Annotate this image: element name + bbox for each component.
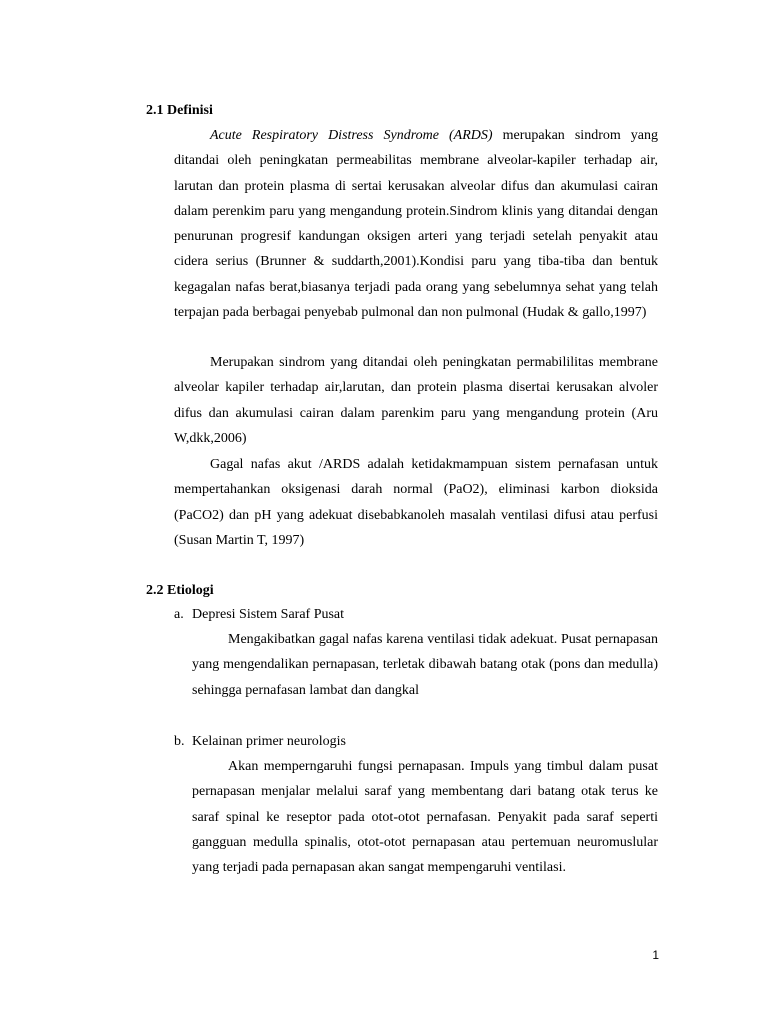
definition-paragraph-2: Merupakan sindrom yang ditandai oleh peningkatan permabililitas membrane alveolar kapiler terhadap air,larutan, dan protein plasma disertai kerusakan alvoler difus dan akumulasi cairan dalam parenkim paru yang mengandung protein (Aru W,dkk,2006) [174,355,658,446]
definition-paragraph-3: Gagal nafas akut /ARDS adalah ketidakmampuan sistem pernafasan untuk mempertahankan oksigenasi darah normal (PaO2), eliminasi karbon dioksida (PaCO2) dan pH yang adekuat disebabkanoleh masalah ventilasi difusi atau perfusi (Susan Martin T, 1997) [174,457,658,548]
etiology-item-a-text: Mengakibatkan gagal nafas karena ventilasi tidak adekuat. Pusat pernapasan yang mengendalikan pernapasan, terletak dibawah batang otak (pons dan medulla) sehingga pernafasan lambat dan dangkal [192,632,658,698]
list-marker: a. [174,607,184,622]
etiology-item-title: Kelainan primer neurologis [192,734,346,749]
section-heading-definisi: 2.1 Definisi [146,103,213,118]
list-marker: b. [174,734,185,749]
ards-term: Acute Respiratory Distress Syndrome (ARDS) [210,128,493,143]
etiology-item-b-text: Akan memperngaruhi fungsi pernapasan. Impuls yang timbul dalam pusat pernapasan menjalar melalui saraf yang membentang dari batang otak terus ke saraf spinal ke reseptor pada otot-otot pernafasan. Penyakit pada saraf seperti gangguan medulla spinalis, otot-otot pernapasan atau pertemuan neuromuslular yang terjadi pada pernapasan akan sangat mempengaruhi ventilasi. [192,759,658,876]
etiology-item-b-title [174,733,346,751]
page-number: 1 [652,948,659,962]
definition-paragraph-1 [174,123,658,325]
etiology-item-title: Depresi Sistem Saraf Pusat [192,607,345,622]
definition-paragraph-1-text: merupakan sindrom yang ditandai oleh peningkatan permeabilitas membrane alveolar-kapiler terhadap air, larutan dan protein plasma di sertai kerusakan alveolar difus dan akumulasi cairan dalam perenkim paru yang mengandung protein.Sindrom klinis yang ditandai dengan penurunan progresif kandungan oksigen arteri yang terjadi setelah penyakit atau cidera serius (Brunner & suddarth,2001).Kondisi paru yang tiba-tiba dan bentuk kegagalan nafas berat,biasanya terjadi pada orang yang sebelumnya sehat yang telah terpajan pada berbagai penyebab pulmonal dan non pulmonal (Hudak & gallo,1997) [174,128,659,321]
section-heading-etiologi: 2.2 Etiologi [146,583,214,598]
etiology-item-a-title [174,606,344,624]
